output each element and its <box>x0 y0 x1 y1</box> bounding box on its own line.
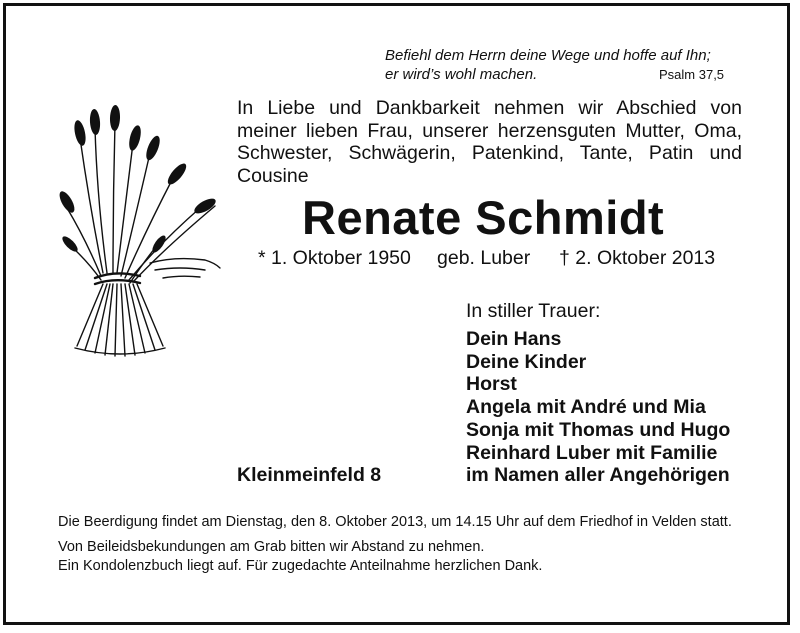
mourning-heading: In stiller Trauer: <box>466 300 601 322</box>
death-date: † 2. Oktober 2013 <box>559 247 716 269</box>
psalm-line-1: Befiehl dem Herrn deine Wege und hoffe auf Ihn; <box>385 47 711 64</box>
birth-date: * 1. Oktober 1950 <box>258 247 411 269</box>
funeral-notes <box>58 513 778 576</box>
mourner-line: Horst <box>466 373 517 396</box>
psalm-reference: Psalm 37,5 <box>659 67 725 82</box>
address: Kleinmeinfeld 8 <box>237 464 382 486</box>
intro-text: In Liebe und Dankbarkeit nehmen wir Abschied von meiner lieben Frau, unserer herzensguten Mutter, Oma, Schwester, Schwägerin, Patenkind, Tante, Patin und Cousine <box>237 97 742 187</box>
mourners-list <box>466 328 730 487</box>
maiden-name: geb. Luber <box>437 247 531 269</box>
mourner-line: Deine Kinder <box>466 350 587 373</box>
condolence-note-2: Ein Kondolenzbuch liegt auf. Für zugedachte Anteilnahme herzlichen Dank. <box>58 558 543 574</box>
mourner-line: Dein Hans <box>466 328 562 350</box>
mourner-line: Angela mit André und Mia <box>466 396 706 419</box>
condolence-note-1: Von Beileidsbekundungen am Grab bitten wir Abstand zu nehmen. <box>58 539 485 555</box>
psalm-line-2: er wird’s wohl machen. <box>385 66 538 83</box>
funeral-info: Die Beerdigung findet am Dienstag, den 8. Oktober 2013, um 14.15 Uhr auf dem Friedhof in Velden statt. <box>58 514 732 530</box>
wheat-sheaf-icon <box>55 98 225 370</box>
deceased-name: Renate Schmidt <box>302 191 665 244</box>
mourner-line: im Namen aller Angehörigen <box>466 464 730 487</box>
mourner-line: Sonja mit Thomas und Hugo <box>466 418 731 441</box>
mourner-line: Reinhard Luber mit Familie <box>466 441 718 464</box>
